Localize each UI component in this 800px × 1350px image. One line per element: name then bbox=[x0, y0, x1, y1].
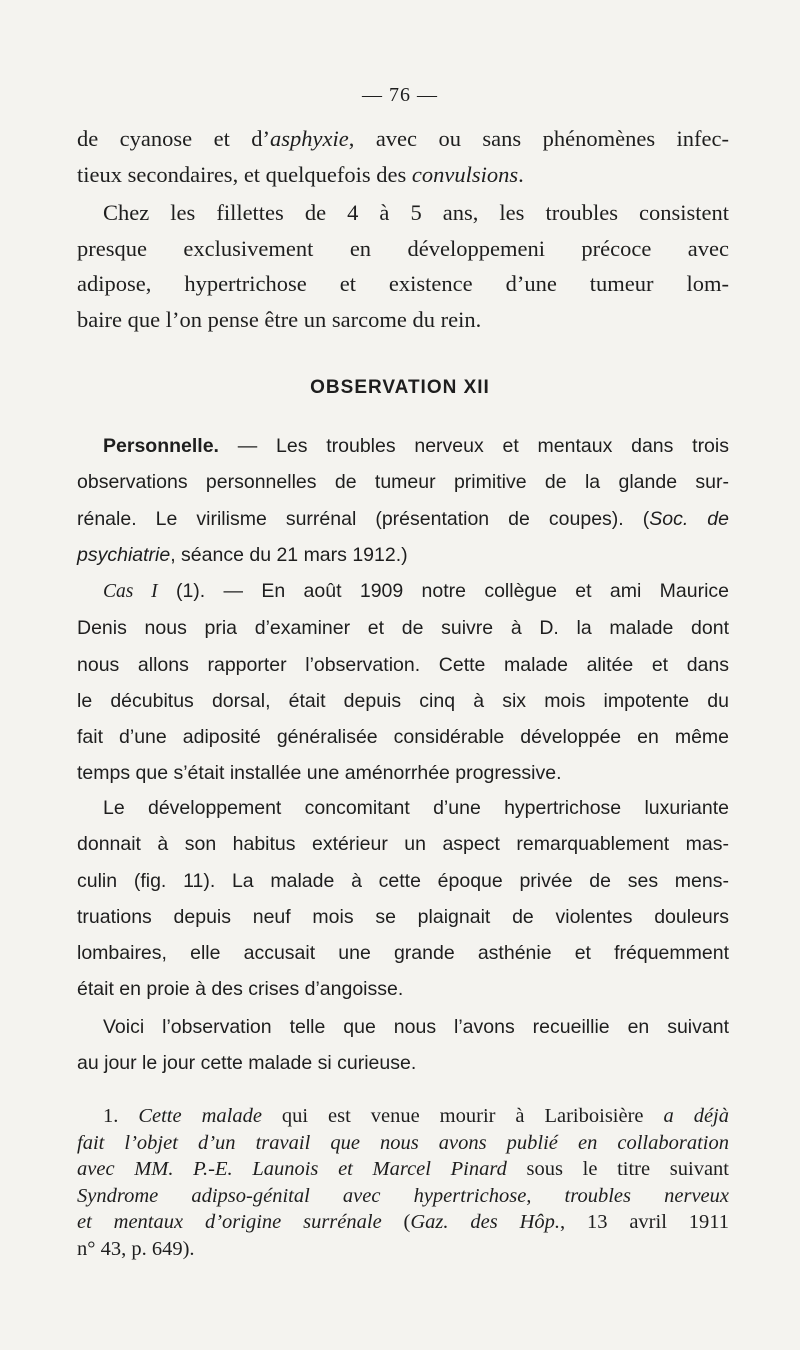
paragraph-cas-1: Cas I (1). — En août 1909 notre collègue et ami Maurice Denis nous pria d’examiner et de suivre à D. la malade dont nous allons rapporter l’observation. Cette malade alitée et dans le décubitus dorsal, était depuis cinq à six mois impotente du fait d’une adiposité généralisée considérable développée en même temps que s’était installée une aménorrhée progressive. bbox=[77, 580, 729, 785]
footnote: 1. Cette malade qui est venue mourir à Lariboisière a déjà fait l’objet d’un travail que nous avons publié en collaboration avec MM. P.-E. Launois et Marcel Pinard sous le titre suivant Syndrome adipso-génital avec hypertrichose, troubles nerveux et mentaux d’origine surrénale (Gaz. des Hôp., 13 avril 1911 n° 43, p. 649). bbox=[77, 1105, 729, 1260]
paragraph-voici: Voici l’observation telle que nous l’avons recueillie en suivant au jour le jour cette malade si curieuse. bbox=[77, 1016, 729, 1075]
observation-header: Personnelle. — Les troubles nerveux et mentaux dans trois observations personnelles de tumeur primitive de la glande sur- rénale. Le virilisme surrénal (présentation de coupes). (Soc. de psychiatrie, séance du 21 mars 1912.) bbox=[77, 435, 729, 566]
observation-title: OBSERVATION XII bbox=[310, 377, 490, 398]
page-number: — 76 — bbox=[362, 84, 438, 106]
paragraph-cyanose: de cyanose et d’asphyxie, avec ou sans phénomènes infec- tieux secondaires, et quelquefois des convulsions. bbox=[77, 126, 729, 187]
paragraph-developpement: Le développement concomitant d’une hypertrichose luxuriante donnait à son habitus extérieur un aspect remarquablement mas- culin (fig. 11). La malade à cette époque privée de ses mens- truations depuis neuf mois se plaignait de violentes douleurs lombaires, elle accusait une grande asthénie et fréquemment était en proie à des crises d’angoisse. bbox=[77, 797, 729, 1001]
paragraph-fillettes: Chez les fillettes de 4 à 5 ans, les troubles consistent presque exclusivement en développemeni précoce avec adipose, hypertrichose et existence d’une tumeur lom- baire que l’on pense être un sarcome du rein. bbox=[77, 200, 729, 332]
